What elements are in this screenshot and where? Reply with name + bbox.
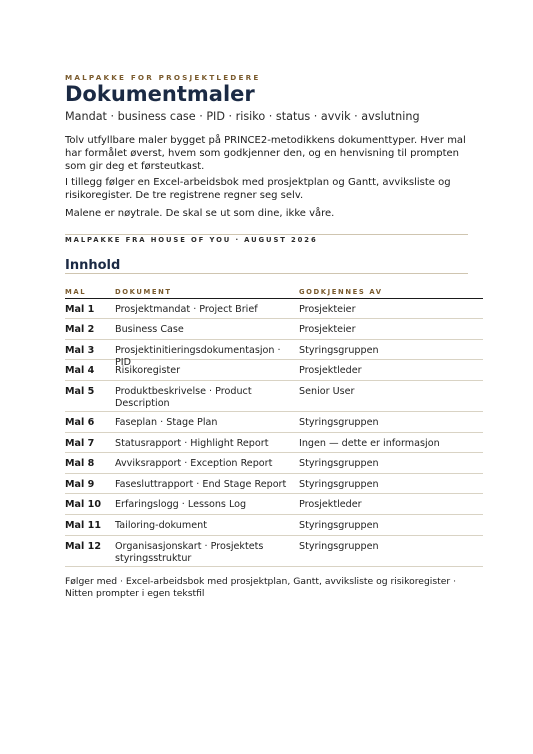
- divider: [65, 234, 468, 235]
- cell-mal: Mal 2: [65, 324, 95, 335]
- table-row: [65, 381, 483, 412]
- eyebrow-label: MALPAKKE FOR PROSJEKTLEDERE: [65, 73, 261, 82]
- cell-mal: Mal 4: [65, 365, 95, 376]
- cell-godkjennes: Styringsgruppen: [299, 541, 379, 552]
- cell-mal: Mal 5: [65, 386, 95, 397]
- cell-dokument: Faseplan · Stage Plan: [115, 417, 218, 428]
- cell-mal: Mal 9: [65, 479, 95, 490]
- column-header-dokument: DOKUMENT: [115, 288, 172, 296]
- cell-dokument: Organisasjonskart · Prosjektets styringsstruktur: [115, 541, 264, 564]
- section-title-contents: Innhold: [65, 258, 121, 273]
- cell-mal: Mal 7: [65, 438, 95, 449]
- cell-dokument: Prosjektmandat · Project Brief: [115, 304, 258, 315]
- intro-paragraph-1: Tolv utfyllbare maler bygget på PRINCE2-metodikkens dokumenttyper. Hver mal har formålet øverst, hvem som godkjenner den, og en henvisning til prompten som gir deg et førsteutkast.: [65, 135, 466, 172]
- cell-mal: Mal 11: [65, 520, 101, 531]
- cell-mal: Mal 1: [65, 304, 95, 315]
- table-row: [65, 299, 483, 319]
- table-row: [65, 360, 483, 381]
- cell-mal: Mal 10: [65, 499, 101, 510]
- cell-mal: Mal 3: [65, 345, 95, 356]
- cell-godkjennes: Styringsgruppen: [299, 417, 379, 428]
- cell-mal: Mal 8: [65, 458, 95, 469]
- cell-godkjennes: Styringsgruppen: [299, 458, 379, 469]
- cell-dokument: Produktbeskrivelse · Product Description: [115, 386, 252, 409]
- table-row: [65, 536, 483, 567]
- cell-dokument: Avviksrapport · Exception Report: [115, 458, 273, 469]
- table-row: [65, 412, 483, 433]
- page-subtitle: Mandat · business case · PID · risiko · status · avvik · avslutning: [65, 110, 420, 123]
- cell-godkjennes: Styringsgruppen: [299, 479, 379, 490]
- section-divider: [65, 273, 468, 274]
- cell-dokument: Business Case: [115, 324, 184, 335]
- cell-dokument: Risikoregister: [115, 365, 181, 376]
- intro-paragraph-3: Malene er nøytrale. De skal se ut som dine, ikke våre.: [65, 208, 335, 219]
- cell-dokument: Prosjektinitieringsdokumentasjon · PID: [115, 345, 281, 368]
- table-row: [65, 453, 483, 474]
- table-row: [65, 474, 483, 494]
- cell-godkjennes: Senior User: [299, 386, 355, 397]
- cell-godkjennes: Styringsgruppen: [299, 520, 379, 531]
- cell-godkjennes: Prosjekteier: [299, 304, 356, 315]
- intro-paragraph-2: I tillegg følger en Excel-arbeidsbok med prosjektplan og Gantt, avviksliste og risikoregister. De tre registrene regner seg selv.: [65, 177, 451, 201]
- table-row: [65, 433, 483, 453]
- cell-godkjennes: Styringsgruppen: [299, 345, 379, 356]
- table-row: [65, 494, 483, 515]
- cell-mal: Mal 6: [65, 417, 95, 428]
- cell-godkjennes: Ingen — dette er informasjon: [299, 438, 440, 449]
- table-row: [65, 340, 483, 368]
- cell-dokument: Tailoring-dokument: [115, 520, 207, 531]
- column-header-mal: MAL: [65, 288, 87, 296]
- table-header: [65, 283, 483, 299]
- footnote: Følger med · Excel-arbeidsbok med prosjektplan, Gantt, avviksliste og risikoregister · Nitten prompter i egen tekstfil: [65, 576, 456, 599]
- cell-dokument: Statusrapport · Highlight Report: [115, 438, 269, 449]
- byline: MALPAKKE FRA HOUSE OF YOU · AUGUST 2026: [65, 236, 318, 244]
- table-row: [65, 319, 483, 340]
- cell-dokument: Erfaringslogg · Lessons Log: [115, 499, 247, 510]
- contents-table: [65, 283, 483, 567]
- table-row: [65, 515, 483, 536]
- cell-dokument: Fasesluttrapport · End Stage Report: [115, 479, 287, 490]
- cell-godkjennes: Prosjektleder: [299, 365, 362, 376]
- table-body: [65, 299, 483, 567]
- cell-mal: Mal 12: [65, 541, 101, 552]
- page-title: Dokumentmaler: [65, 82, 255, 106]
- cell-godkjennes: Prosjekteier: [299, 324, 356, 335]
- column-header-godkjennes: GODKJENNES AV: [299, 288, 383, 296]
- cell-godkjennes: Prosjektleder: [299, 499, 362, 510]
